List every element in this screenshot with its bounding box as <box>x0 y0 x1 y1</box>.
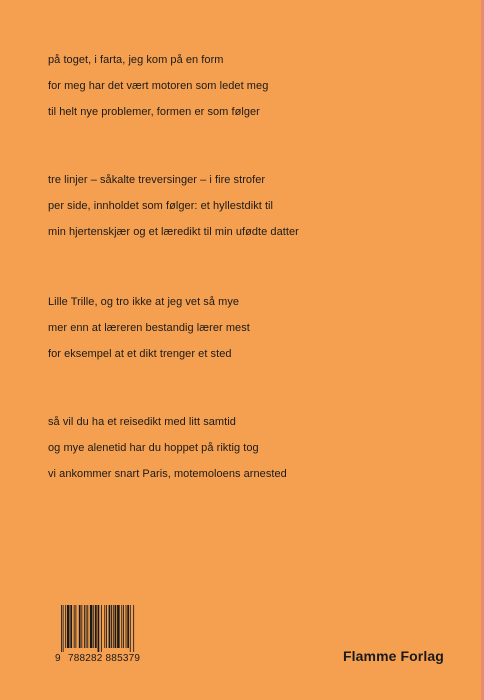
stanza-2 <box>48 167 448 245</box>
barcode-bar <box>126 605 127 648</box>
barcode-bar <box>67 605 70 648</box>
stanza-3 <box>48 289 448 367</box>
barcode-bar <box>90 605 93 648</box>
isbn-barcode <box>55 605 147 669</box>
barcode-bar <box>81 605 82 648</box>
poem-line: Lille Trille, og tro ikke at jeg vet så mye <box>48 296 240 308</box>
stanza-1 <box>48 47 448 125</box>
barcode-bar <box>87 605 88 648</box>
barcode-bar <box>93 605 94 648</box>
barcode-bar <box>101 605 102 652</box>
poem-line: mer enn at læreren bestandig lærer mest <box>48 322 250 334</box>
poem-line: på toget, i farta, jeg kom på en form <box>48 54 224 66</box>
barcode-bar <box>84 605 85 648</box>
barcode-bar <box>113 605 114 648</box>
poem-text <box>48 47 448 529</box>
poem-line: for meg har det vært motoren som ledet meg <box>48 80 269 92</box>
barcode-bar <box>130 605 131 652</box>
poem-line: per side, innholdet som følger: et hyllestdikt til <box>48 200 274 212</box>
publisher-name: Flamme Forlag <box>343 648 444 664</box>
stanza-4 <box>48 409 448 487</box>
barcode-bar <box>95 605 97 648</box>
barcode-bar <box>133 605 134 652</box>
barcode-bar <box>109 605 111 648</box>
barcode-bar <box>111 605 112 648</box>
barcode-bar <box>74 605 75 648</box>
isbn-digits: 788282 885379 <box>68 653 141 664</box>
barcode-bar <box>79 605 81 648</box>
poem-line: så vil du ha et reisedikt med litt samtid <box>48 416 236 428</box>
poem-line: til helt nye problemer, formen er som følger <box>48 106 260 118</box>
barcode-bar <box>117 605 120 648</box>
barcode-bar <box>98 605 100 652</box>
barcode-image <box>61 605 147 653</box>
barcode-bar <box>127 605 129 648</box>
barcode-bar <box>123 605 124 648</box>
poem-line: min hjertenskjær og et læredikt til min ufødte datter <box>48 226 299 238</box>
barcode-bar <box>115 605 117 648</box>
barcode-bar <box>61 605 62 652</box>
poem-line: for eksempel at et dikt trenger et sted <box>48 348 232 360</box>
barcode-bar <box>65 605 66 648</box>
poem-line: vi ankommer snart Paris, motemoloens arnested <box>48 468 287 480</box>
barcode-bar <box>75 605 76 648</box>
barcode-bar <box>70 605 72 648</box>
isbn-first-digit: 9 <box>55 653 61 664</box>
barcode-bar <box>63 605 64 652</box>
barcode-bar <box>121 605 122 648</box>
poem-line: tre linjer – såkalte treversinger – i fire strofer <box>48 174 266 186</box>
barcode-bar <box>106 605 107 648</box>
barcode-bar <box>104 605 105 648</box>
poem-line: og mye alenetid har du hoppet på riktig tog <box>48 442 259 454</box>
barcode-bar <box>86 605 87 648</box>
